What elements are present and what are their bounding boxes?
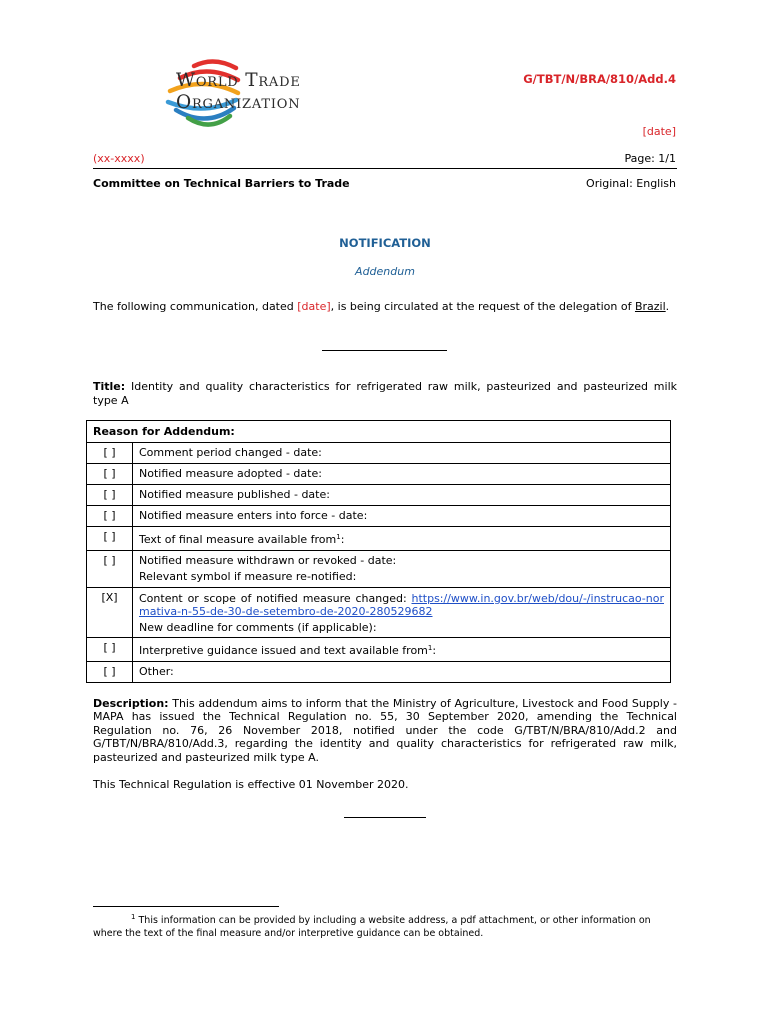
section-divider <box>322 350 447 351</box>
footnote-number: 1 <box>131 913 136 921</box>
table-row: [ ] Other: <box>87 662 671 683</box>
organization-name: World Trade Organization <box>176 70 301 113</box>
end-divider <box>344 817 426 818</box>
effective-date-paragraph: This Technical Regulation is effective 01 November 2020. <box>93 778 409 791</box>
checkbox[interactable]: [ ] <box>87 527 133 551</box>
document-reference: (xx-xxxx) <box>93 152 145 165</box>
document-date: [date] <box>642 125 676 138</box>
checkbox[interactable]: [ ] <box>87 443 133 464</box>
description-paragraph <box>93 697 677 764</box>
table-row: [ ] Interpretive guidance issued and text available from$^1$: <box>87 638 671 662</box>
measure-link[interactable]: https://www.in.gov.br/web/dou/-/instrucao-normativa-n-55-de-30-de-setembro-de-2020-280529682 <box>139 592 664 618</box>
committee-name: Committee on Technical Barriers to Trade <box>93 177 350 190</box>
header-divider <box>93 168 677 169</box>
table-row: [ ] Notified measure withdrawn or revoked - date: Relevant symbol if measure re-notified: <box>87 551 671 588</box>
footnote-divider <box>93 906 279 907</box>
checkbox[interactable]: [ ] <box>87 638 133 662</box>
original-language: Original: English <box>586 177 676 190</box>
table-row: [ ] Notified measure adopted - date: <box>87 464 671 485</box>
intro-paragraph: The following communication, dated [date], is being circulated at the request of the delegation of Brazil. <box>93 300 670 313</box>
page-number: Page: 1/1 <box>624 152 676 165</box>
table-row: [ ] Comment period changed - date: <box>87 443 671 464</box>
table-row: [X] Content or scope of notified measure changed: https://www.in.gov.br/web/dou/-/instrucao-normativa-n-55-de-30-de-setembro-de-2020-280529682 New deadline for comments (if applicable): <box>87 588 671 638</box>
intro-date: [date] <box>297 300 331 313</box>
checkbox[interactable]: [ ] <box>87 464 133 485</box>
reason-heading: Reason for Addendum: <box>87 421 671 443</box>
footnote-text: This information can be provided by including a website address, a pdf attachment, or other information on where the text of the final measure and/or interpretive guidance can be obtained. <box>93 915 651 939</box>
checkbox[interactable]: [ ] <box>87 662 133 683</box>
table-row: [ ] Notified measure enters into force - date: <box>87 506 671 527</box>
addendum-subheading: Addendum <box>355 265 415 278</box>
checkbox[interactable]: [ ] <box>87 551 133 588</box>
description-label: Description: <box>93 697 169 710</box>
title-text: Identity and quality characteristics for refrigerated raw milk, pasteurized and pasteurized milk type A <box>93 380 678 407</box>
checkbox[interactable]: [ ] <box>87 506 133 527</box>
title-label: Title: <box>93 380 126 393</box>
document-symbol: G/TBT/N/BRA/810/Add.4 <box>523 72 676 86</box>
table-row: [ ] Notified measure published - date: <box>87 485 671 506</box>
checkbox[interactable]: [ ] <box>87 485 133 506</box>
table-row: [ ] Text of final measure available from$^1$: <box>87 527 671 551</box>
description-text: This addendum aims to inform that the Ministry of Agriculture, Livestock and Food Supply - MAPA has issued the Technical Regulation no. 55, 30 September 2020, amending the Technical Regulation no. 76, 26 November 2018, notified under the code G/TBT/N/BRA/810/Add.2 and G/TBT/N/BRA/810/Add.3, regarding the identity and quality characteristics for refrigerated raw milk, pasteurized and pasteurized milk type A. <box>93 697 677 764</box>
footnote <box>93 911 653 940</box>
checkbox[interactable]: [X] <box>87 588 133 638</box>
reason-table <box>86 420 671 683</box>
delegation-name: Brazil <box>634 300 666 313</box>
notification-heading: NOTIFICATION <box>339 236 431 250</box>
title-paragraph <box>93 380 677 408</box>
